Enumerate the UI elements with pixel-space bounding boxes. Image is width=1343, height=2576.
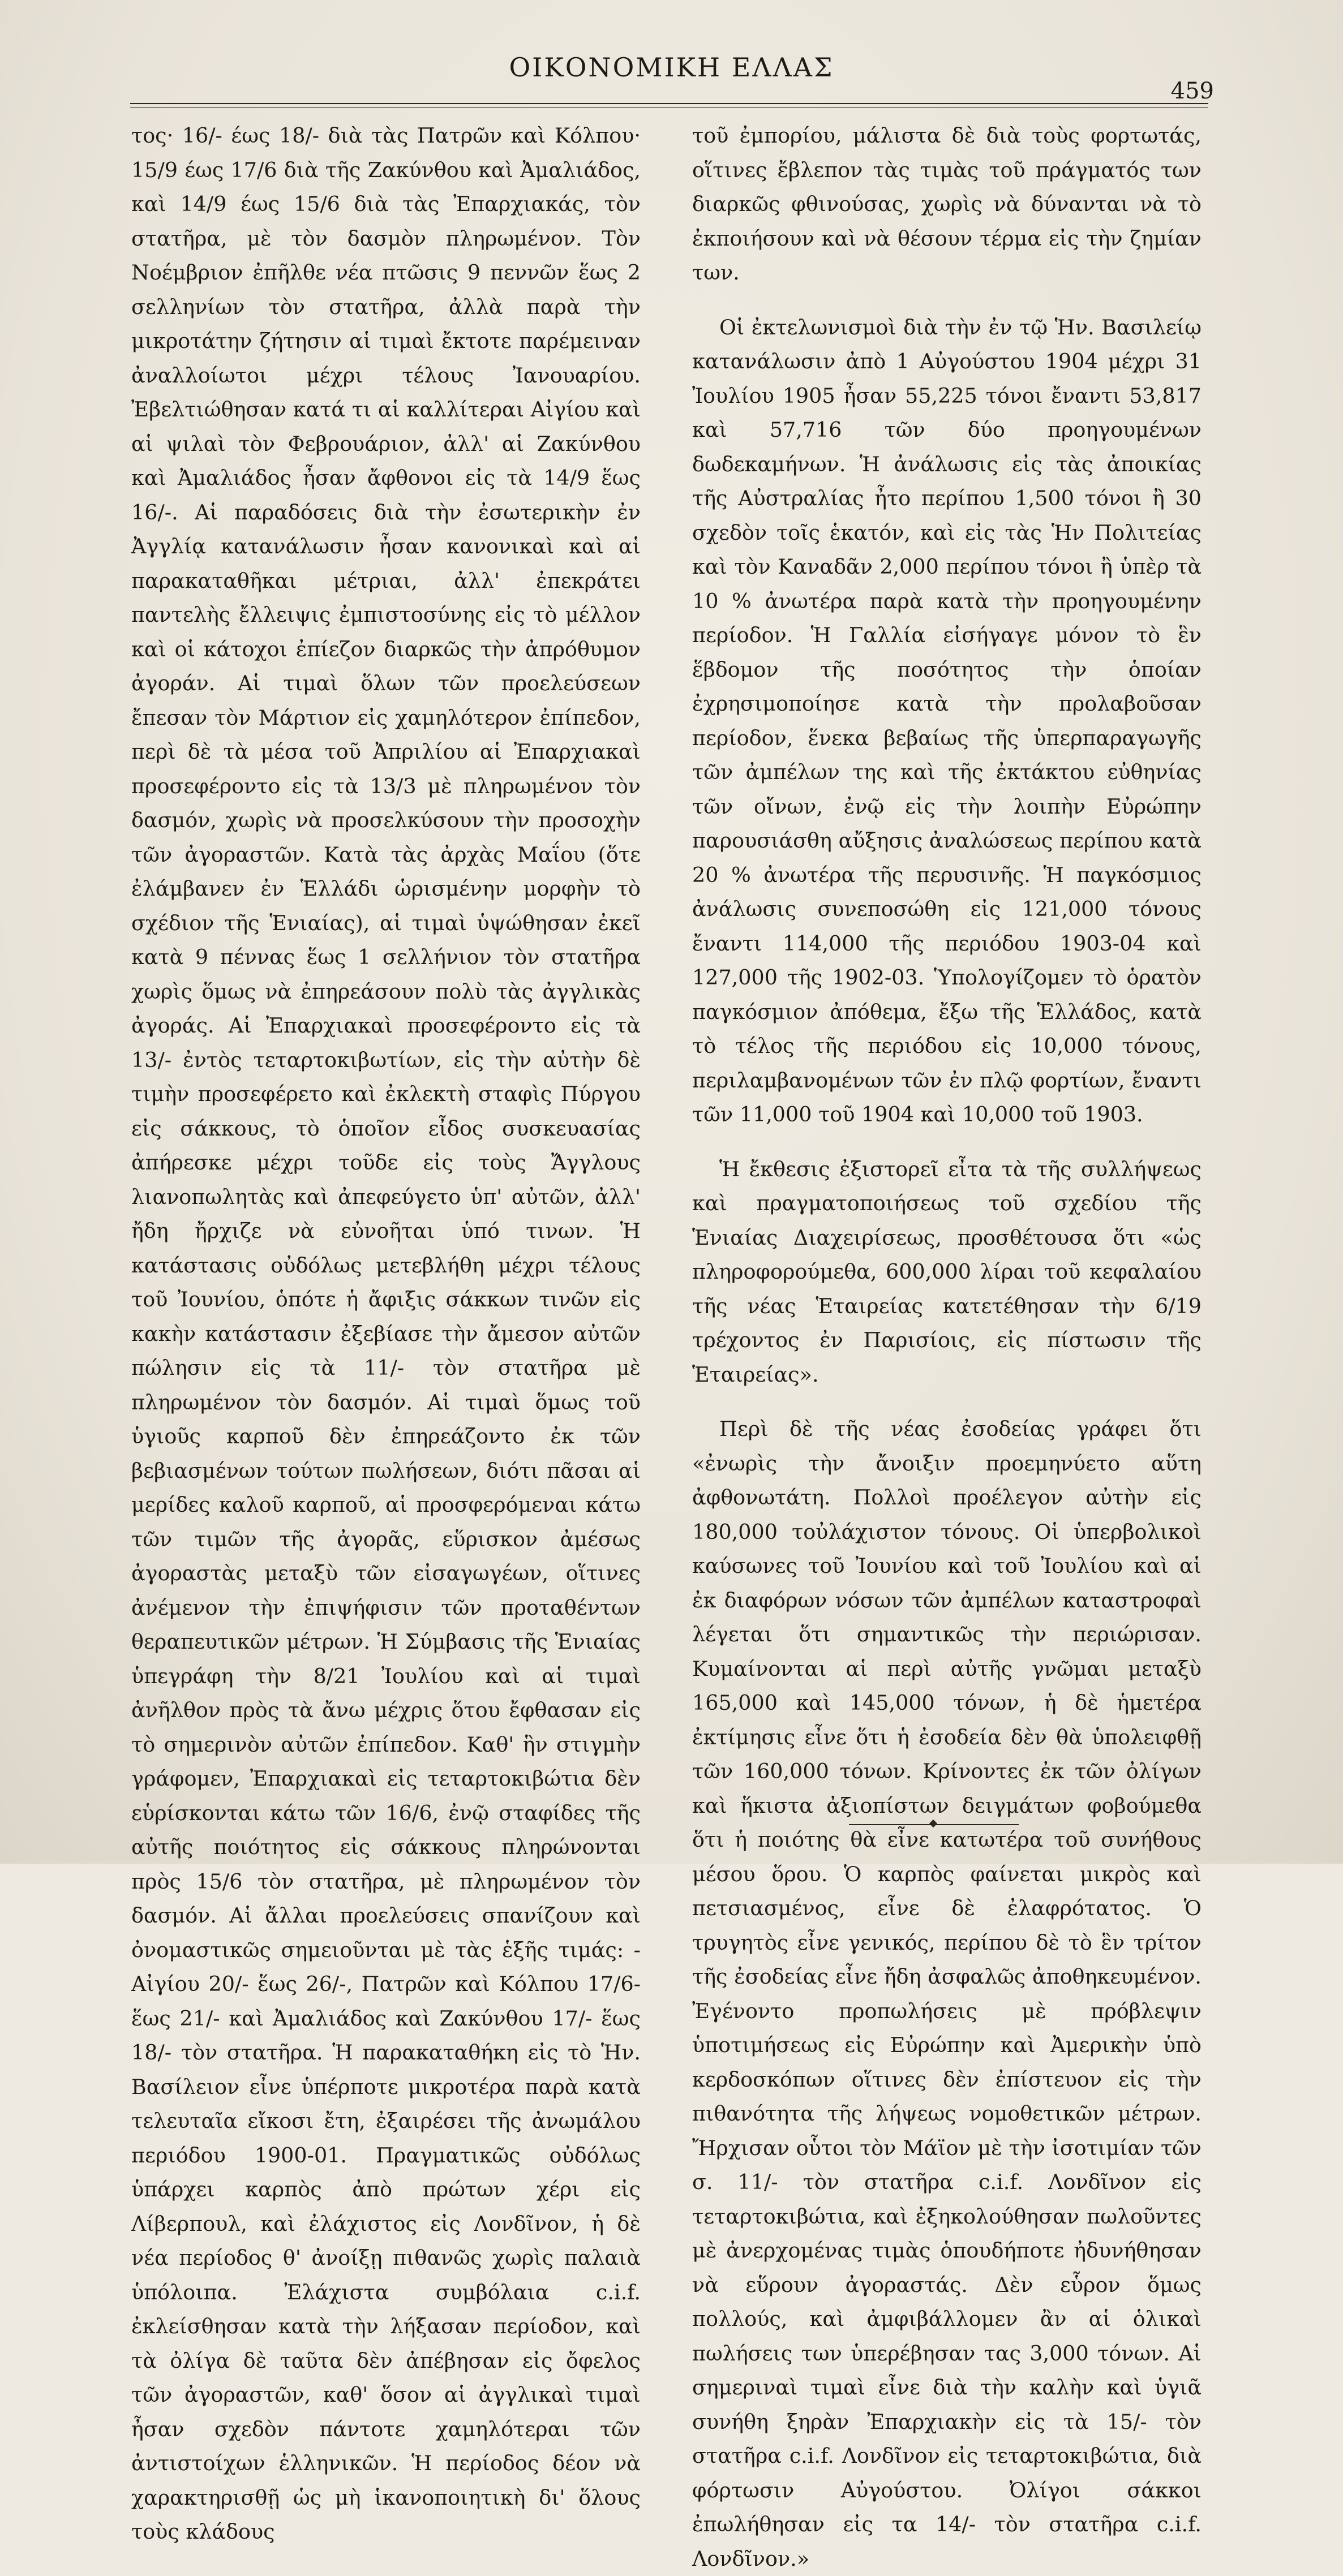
- right-paragraph-2: Οἱ ἐκτελωνισμοὶ διὰ τὴν ἐν τῷ Ἡν. Βασιλείῳ κατανάλωσιν ἀπὸ 1 Αὐγούστου 1904 μέχρι 31 Ἰουλίου 1905 ἦσαν 55,225 τόνοι ἔναντι 53,817 καὶ 57,716 τῶν δύο προηγουμένων δωδεκαμήνων. Ἡ ἀνάλωσις εἰς τὰς ἀποικίας τῆς Αὐστραλίας ἦτο περίπου 1,500 τόνοι ἢ 30 σχεδὸν τοῖς ἑκατόν, καὶ εἰς τὰς Ἡν Πολιτείας καὶ τὸν Καναδᾶν 2,000 περίπου τόνοι ἢ ὑπὲρ τὰ 10 % ἀνωτέρα παρὰ κατὰ τὴν προηγουμένην περίοδον. Ἡ Γαλλία εἰσήγαγε μόνον τὸ ἓν ἕβδομον τῆς ποσότητος τὴν ὁποίαν ἐχρησιμοποίησε κατὰ τὴν προλαβοῦσαν περίοδον, ἕνεκα βεβαίως τῆς ὑπερπαραγωγῆς τῶν ἀμπέλων της καὶ τῆς ἐκτάκτου εὐθηνίας τῶν οἴνων, ἐνῷ εἰς τὴν λοιπὴν Εὐρώπην παρουσιάσθη αὔξησις ἀναλώσεως περίπου κατὰ 20 % ἀνωτέρα τῆς περυσινῆς. Ἡ παγκόσμιος ἀνάλωσις συνεποσώθη εἰς 121,000 τόνους ἔναντι 114,000 τῆς περιόδου 1903-04 καὶ 127,000 τῆς 1902-03. Ὑπολογίζομεν τὸ ὁρατὸν παγκόσμιον ἀπόθεμα, ἔξω τῆς Ἑλλάδος, κατὰ τὸ τέλος τῆς περιόδου εἰς 10,000 τόνους, περιλαμβανομένων τῶν ἐν πλῷ φορτίων, ἔναντι τῶν 11,000 τοῦ 1904 καὶ 10,000 τοῦ 1903.: [692, 315, 1202, 1126]
- left-column: [131, 119, 641, 2549]
- left-paragraph-1: τος· 16/- έως 18/- διὰ τὰς Πατρῶν καὶ Κόλπου· 15/9 έως 17/6 διὰ τῆς Ζακύνθου καὶ Ἀμαλιάδος, καὶ 14/9 έως 15/6 διὰ τὰς Ἐπαρχιακάς, τὸν στατῆρα, μὲ τὸν δασμὸν πληρωμένον. Τὸν Νοέμβριον ἐπῆλθε νέα πτῶσις 9 πεννῶν ἕως 2 σελληνίων τὸν στατῆρα, ἀλλὰ παρὰ τὴν μικροτάτην ζήτησιν αἱ τιμαὶ ἔκτοτε παρέμειναν ἀναλλοίωτοι μέχρι τέλους Ἰανουαρίου. Ἐβελτιώθησαν κατά τι αἱ καλλίτεραι Αἰγίου καὶ αἱ ψιλαὶ τὸν Φεβρουάριον, ἀλλ' αἱ Ζακύνθου καὶ Ἀμαλιάδος ἦσαν ἄφθονοι εἰς τὰ 14/9 ἕως 16/-. Αἱ παραδόσεις διὰ τὴν ἐσωτερικὴν ἐν Ἀγγλίᾳ κατανάλωσιν ἦσαν κανονικαὶ καὶ αἱ παρακαταθῆκαι μέτριαι, ἀλλ' ἐπεκράτει παντελὴς ἔλλειψις ἐμπιστοσύνης εἰς τὸ μέλλον καὶ οἱ κάτοχοι ἐπίεζον διαρκῶς τὴν ἀπρόθυμον ἀγοράν. Αἱ τιμαὶ ὅλων τῶν προελεύσεων ἔπεσαν τὸν Μάρτιον εἰς χαμηλότερον ἐπίπεδον, περὶ δὲ τὰ μέσα τοῦ Ἀπριλίου αἱ Ἐπαρχιακαὶ προσεφέροντο εἰς τὰ 13/3 μὲ πληρωμένον τὸν δασμόν, χωρὶς νὰ προσελκύσουν τὴν προσοχὴν τῶν ἀγοραστῶν. Κατὰ τὰς ἀρχὰς Μαΐου (ὅτε ἐλάμβανεν ἐν Ἑλλάδι ὡρισμένην μορφὴν τὸ σχέδιον τῆς Ἑνιαίας), αἱ τιμαὶ ὑψώθησαν ἐκεῖ κατὰ 9 πέννας ἕως 1 σελλήνιον τὸν στατῆρα χωρὶς ὅμως νὰ ἐπηρεάσουν πολὺ τὰς ἀγγλικὰς ἀγοράς. Αἱ Ἐπαρχιακαὶ προσεφέροντο εἰς τὰ 13/- ἐντὸς τεταρτοκιβωτίων, εἰς τὴν αὐτὴν δὲ τιμὴν προσεφέρετο καὶ ἐκλεκτὴ σταφὶς Πύργου εἰς σάκκους, τὸ ὁποῖον εἶδος συσκευασίας ἀπήρεσκε μέχρι τοῦδε εἰς τοὺς Ἄγγλους λιανοπωλητὰς καὶ ἀπεφεύγετο ὑπ' αὐτῶν, ἀλλ' ἤδη ἤρχιζε νὰ εὐνοῆται ὑπό τινων. Ἡ κατάστασις οὐδόλως μετεβλήθη μέχρι τέλους τοῦ Ἰουνίου, ὁπότε ἡ ἄφιξις σάκκων τινῶν εἰς κακὴν κατάστασιν ἐξεβίασε τὴν ἄμεσον αὐτῶν πώλησιν εἰς τὰ 11/- τὸν στατῆρα μὲ πληρωμένον τὸν δασμόν. Αἱ τιμαὶ ὅμως τοῦ ὑγιοῦς καρποῦ δὲν ἐπηρεάζοντο ἐκ τῶν βεβιασμένων τούτων πωλήσεων, διότι πᾶσαι αἱ μερίδες καλοῦ καρποῦ, αἱ προσφερόμεναι κάτω τῶν τιμῶν τῆς ἀγορᾶς, εὕρισκον ἀμέσως ἀγοραστὰς μεταξὺ τῶν εἰσαγωγέων, οἵτινες ἀνέμενον τὴν ἐπιψήφισιν τῶν προταθέντων θεραπευτικῶν μέτρων. Ἡ Σύμβασις τῆς Ἑνιαίας ὑπεγράφη τὴν 8/21 Ἰουλίου καὶ αἱ τιμαὶ ἀνῆλθον πρὸς τὰ ἄνω μέχρις ὅτου ἔφθασαν εἰς τὸ σημερινὸν αὐτῶν ἐπίπεδον. Καθ' ἣν στιγμὴν γράφομεν, Ἐπαρχιακαὶ εἰς τεταρτοκιβώτια δὲν εὑρίσκονται κάτω τῶν 16/6, ἐνῷ σταφίδες τῆς αὐτῆς ποιότητος εἰς σάκκους πληρώνονται πρὸς 15/6 τὸν στατῆρα, μὲ πληρωμένον τὸν δασμόν. Αἱ ἄλλαι προελεύσεις σπανίζουν καὶ ὀνομαστικῶς σημειοῦνται μὲ τὰς ἑξῆς τιμάς: - Αἰγίου 20/- ἕως 26/-, Πατρῶν καὶ Κόλπου 17/6- ἕως 21/- καὶ Ἀμαλιάδος καὶ Ζακύνθου 17/- ἕως 18/- τὸν στατῆρα. Ἡ παρακαταθήκη εἰς τὸ Ἡν. Βασίλειον εἶνε ὑπέρποτε μικροτέρα παρὰ κατὰ τελευταῖα εἴκοσι ἔτη, ἐξαιρέσει τῆς ἀνωμάλου περιόδου 1900-01. Πραγματικῶς οὐδόλως ὑπάρχει καρπὸς ἀπὸ πρώτων χέρι εἰς Λίβερπουλ, καὶ ἐλάχιστος εἰς Λονδῖνον, ἡ δὲ νέα περίοδος θ' ἀνοίξῃ πιθανῶς χωρὶς παλαιὰ ὑπόλοιπα. Ἐλάχιστα συμβόλαια c.i.f. ἐκλείσθησαν κατὰ τὴν λήξασαν περίοδον, καὶ τὰ ὀλίγα δὲ ταῦτα δὲν ἀπέβησαν εἰς ὄφελος τῶν ἀγοραστῶν, καθ' ὅσον αἱ ἀγγλικαὶ τιμαὶ ἦσαν σχεδὸν πάντοτε χαμηλότεραι τῶν ἀντιστοίχων ἑλληνικῶν. Ἡ περίοδος δέον νὰ χαρακτηρισθῇ ὡς μὴ ἱκανοποιητικὴ δι' ὅλους τοὺς κλάδους: [131, 123, 641, 2544]
- end-ornament: [849, 1823, 1019, 1826]
- header-rule-thin: [130, 107, 1208, 108]
- right-paragraph-1: τοῦ ἐμπορίου, μάλιστα δὲ διὰ τοὺς φορτωτάς, οἵτινες ἔβλεπον τὰς τιμὰς τοῦ πράγματός των διαρκῶς φθινούσας, χωρὶς νὰ δύνανται νὰ τὸ ἐκποιήσουν καὶ νὰ θέσουν τέρμα εἰς τὴν ζημίαν των.: [692, 123, 1202, 285]
- right-column: [692, 119, 1202, 2576]
- page-number: 459: [1170, 78, 1214, 104]
- right-paragraph-4: Περὶ δὲ τῆς νέας ἐσοδείας γράφει ὅτι «ἐνωρὶς τὴν ἄνοιξιν προεμηνύετο αὕτη ἀφθονωτάτη. Πολλοὶ προέλεγον αὐτὴν εἰς 180,000 τοὐλάχιστον τόνους. Οἱ ὑπερβολικοὶ καύσωνες τοῦ Ἰουνίου καὶ τοῦ Ἰουλίου καὶ αἱ ἐκ διαφόρων νόσων τῶν ἀμπέλων καταστροφαὶ λέγεται ὅτι σημαντικῶς τὴν περιώρισαν. Κυμαίνονται αἱ περὶ αὐτῆς γνῶμαι μεταξὺ 165,000 καὶ 145,000 τόνων, ἡ δὲ ἡμετέρα ἐκτίμησις εἶνε ὅτι ἡ ἐσοδεία δὲν θὰ ὑπολειφθῇ τῶν 160,000 τόνων. Κρίνοντες ἐκ τῶν ὀλίγων καὶ ἥκιστα ἀξιοπίστων δειγμάτων φοβούμεθα ὅτι ἡ ποιότης θὰ εἶνε κατωτέρα τοῦ συνήθους μέσου ὅρου. Ὁ καρπὸς φαίνεται μικρὸς καὶ πετσιασμένος, εἶνε δὲ ἐλαφρότατος. Ὁ τρυγητὸς εἶνε γενικός, περίπου δὲ τὸ ἓν τρίτον τῆς ἐσοδείας εἶνε ἤδη ἀσφαλῶς ἀποθηκευμένον. Ἐγένοντο προπωλήσεις μὲ πρόβλεψιν ὑποτιμήσεως εἰς Εὐρώπην καὶ Ἀμερικὴν ὑπὸ κερδοσκόπων οἵτινες δὲν ἐπίστευον εἰς τὴν πιθανότητα τῆς λήψεως νομοθετικῶν μέτρων. Ἤρχισαν οὗτοι τὸν Μάϊον μὲ τὴν ἰσοτιμίαν τῶν σ. 11/- τὸν στατῆρα c.i.f. Λονδῖνον εἰς τεταρτοκιβώτια, καὶ ἐξηκολούθησαν πωλοῦντες μὲ ἀνερχομένας τιμὰς ὁπουδήποτε ἠδυνήθησαν νὰ εὕρουν ἀγοραστάς. Δὲν εὗρον ὅμως πολλούς, καὶ ἀμφιβάλλομεν ἂν αἱ ὁλικαὶ πωλήσεις των ὑπερέβησαν τας 3,000 τόνων. Αἱ σημεριναὶ τιμαὶ εἶνε διὰ τὴν καλὴν καὶ ὑγιᾶ συνήθη ξηρὰν Ἐπαρχιακὴν εἰς τὰ 15/- τὸν στατῆρα c.i.f. Λονδῖνον εἰς τεταρτοκιβώτια, διὰ φόρτωσιν Αὐγούστου. Ὀλίγοι σάκκοι ἐπωλήθησαν εἰς τα 14/- τὸν στατῆρα c.i.f. Λονδῖνον.»: [692, 1417, 1202, 2571]
- header-rule: [130, 103, 1208, 104]
- running-title: ΟΙΚΟΝΟΜΙΚΗ ΕΛΛΑΣ: [509, 52, 834, 83]
- right-paragraph-3: Ἡ ἔκθεσις ἐξιστορεῖ εἶτα τὰ τῆς συλλήψεως καὶ πραγματοποιήσεως τοῦ σχεδίου τῆς Ἑνιαίας Διαχειρίσεως, προσθέτουσα ὅτι «ὡς πληροφορούμεθα, 600,000 λίραι τοῦ κεφαλαίου τῆς νέας Ἑταιρείας κατετέθησαν τὴν 6/19 τρέχοντος ἐν Παρισίοις, εἰς πίστωσιν τῆς Ἑταιρείας».: [692, 1156, 1202, 1387]
